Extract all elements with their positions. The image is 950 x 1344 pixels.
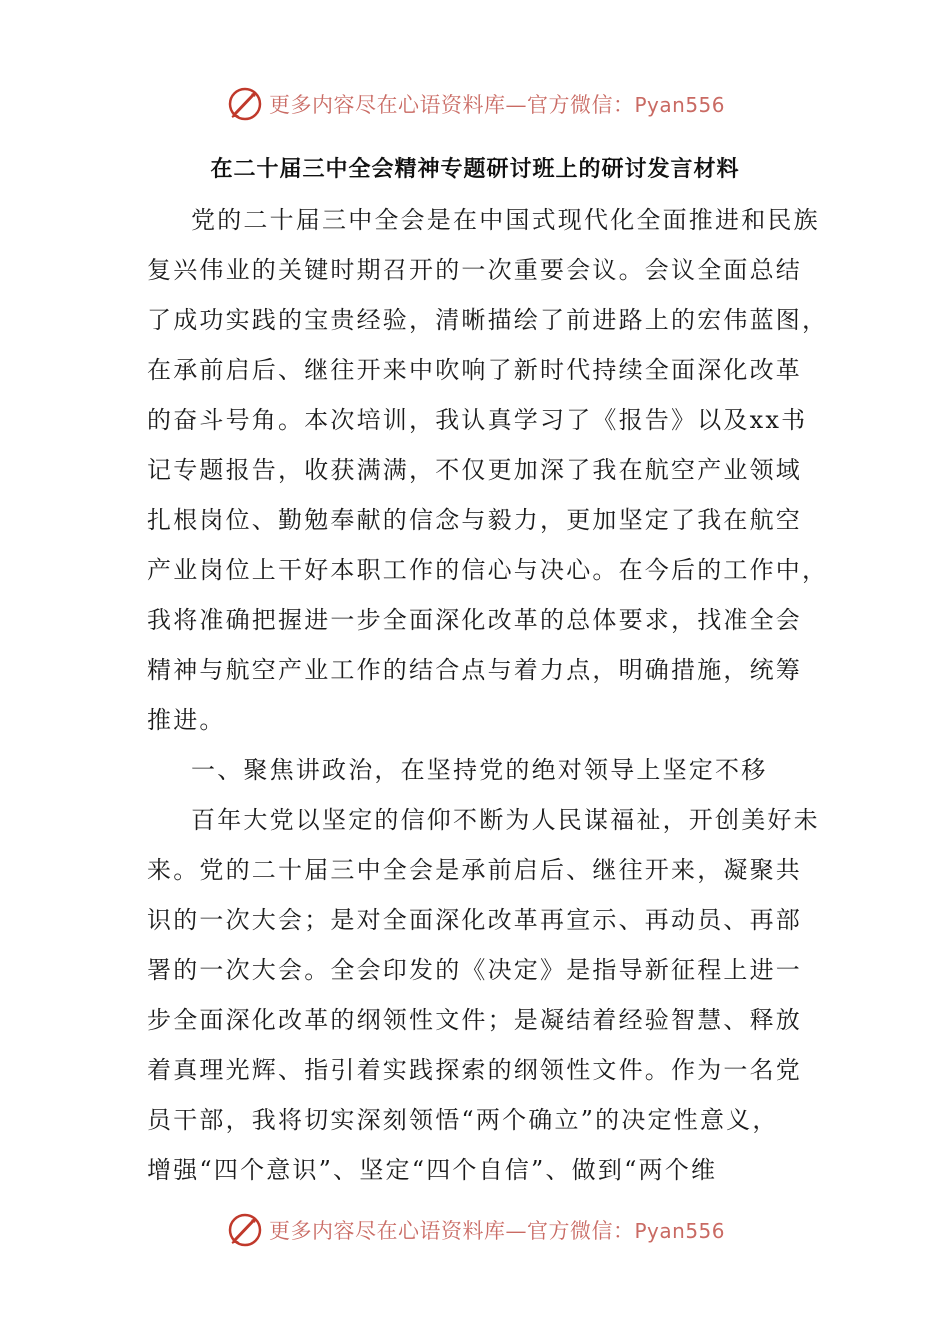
watermark-banner-bottom (0, 1208, 950, 1252)
banner-text: 更多内容尽在心语资料库—官方微信： (268, 1219, 635, 1243)
body-line: 来。党的二十届三中全会是承前启后、继往开来，凝聚共 (147, 856, 802, 884)
banner-wechat-id: Pyan556 (634, 93, 725, 117)
body-line: 员干部，我将切实深刻领悟“两个确立”的决定性意义， (147, 1106, 779, 1134)
body-line: 署的一次大会。全会印发的《决定》是指导新征程上进一 (147, 956, 802, 984)
body-line: 精神与航空产业工作的结合点与着力点，明确措施，统筹 (147, 656, 802, 684)
section-heading: 一、聚焦讲政治，在坚持党的绝对领导上坚定不移 (191, 756, 768, 784)
body-line: 的奋斗号角。本次培训，我认真学习了《报告》以及xx书 (147, 406, 808, 434)
body-line: 产业岗位上干好本职工作的信心与决心。在今后的工作中， (147, 556, 829, 584)
body-line: 增强“四个意识”、坚定“四个自信”、做到“两个维 (147, 1156, 718, 1184)
body-line: 步全面深化改革的纲领性文件；是凝结着经验智慧、释放 (147, 1006, 802, 1034)
body-line: 着真理光辉、指引着实践探索的纲领性文件。作为一名党 (147, 1056, 802, 1084)
banner-wechat-id: Pyan556 (634, 1219, 725, 1243)
body-line: 记专题报告，收获满满，不仅更加深了我在航空产业领域 (147, 456, 802, 484)
body-line: 党的二十届三中全会是在中国式现代化全面推进和民族 (191, 206, 820, 234)
banner-text: 更多内容尽在心语资料库—官方微信： (268, 93, 635, 117)
body-line: 百年大党以坚定的信仰不断为人民谋福祉，开创美好未 (191, 806, 820, 834)
body-line: 我将准确把握进一步全面深化改革的总体要求，找准全会 (147, 606, 802, 634)
body-line: 扎根岗位、勤勉奉献的信念与毅力，更加坚定了我在航空 (147, 506, 802, 534)
body-line: 推进。 (147, 706, 226, 734)
document-body (147, 195, 829, 1195)
body-line: 复兴伟业的关键时期召开的一次重要会议。会议全面总结 (147, 256, 802, 284)
body-line: 识的一次大会；是对全面深化改革再宣示、再动员、再部 (147, 906, 802, 934)
watermark-banner-top (0, 82, 950, 126)
document-title: 在二十届三中全会精神专题研讨班上的研讨发言材料 (210, 156, 740, 182)
pen-logo-icon (225, 84, 265, 124)
body-line: 在承前启后、继往开来中吹响了新时代持续全面深化改革 (147, 356, 802, 384)
body-line: 了成功实践的宝贵经验，清晰描绘了前进路上的宏伟蓝图， (147, 306, 829, 334)
pen-logo-icon (225, 1210, 265, 1250)
